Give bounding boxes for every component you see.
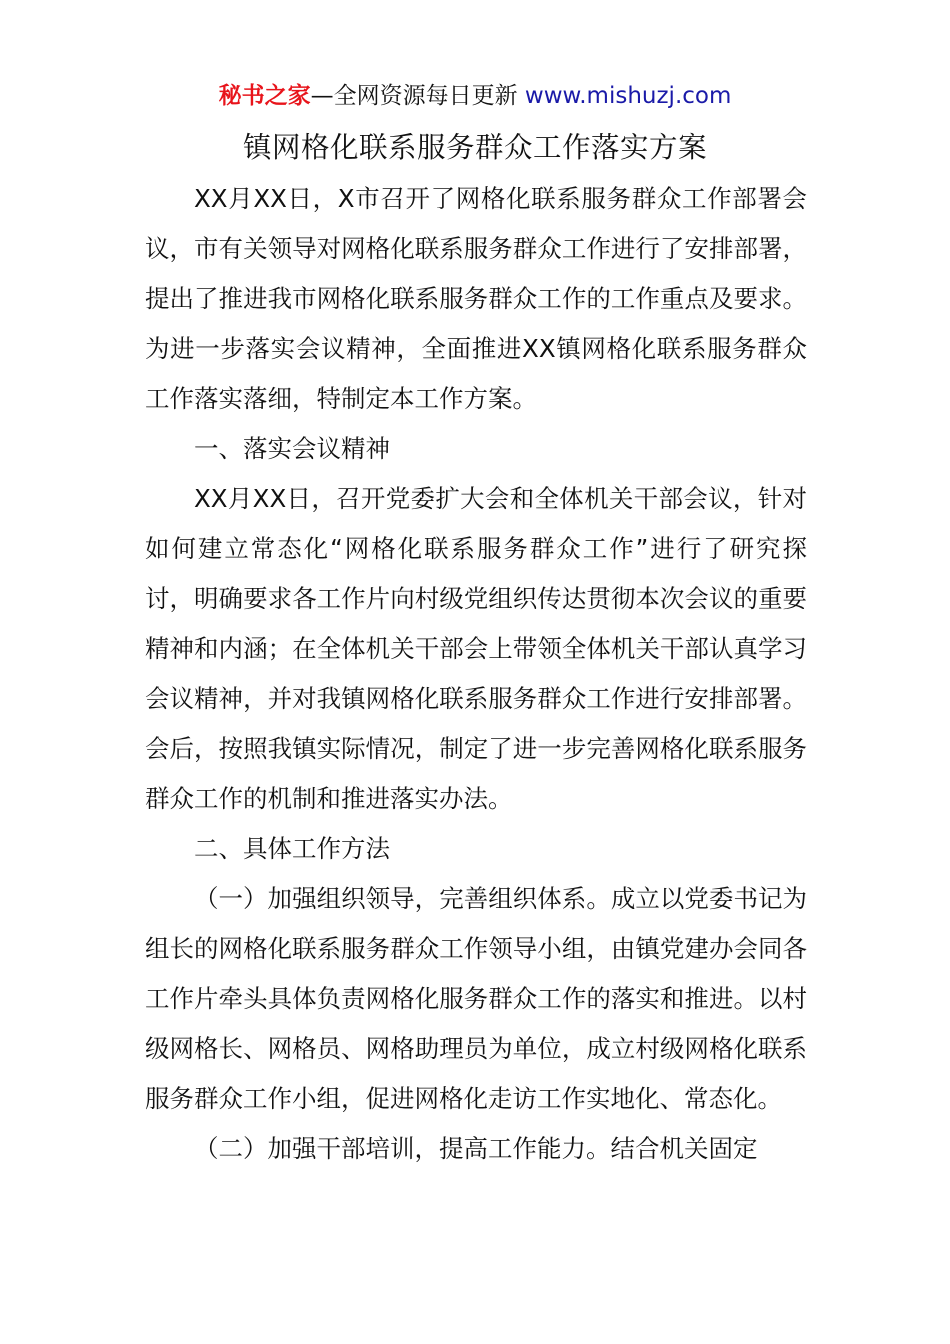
- subsection-2-paragraph: （二）加强干部培训，提高工作能力。结合机关固定: [194, 1134, 758, 1163]
- site-header: [0, 80, 950, 112]
- section-heading-1: 一、落实会议精神: [194, 434, 390, 463]
- section-1-paragraph: XX月XX日，召开党委扩大会和全体机关干部会议，针对如何建立常态化“网格化联系服务群众工作”进行了研究探讨，明确要求各工作片向村级党组织传达贯彻本次会议的重要精神和内涵；在全体机关干部会上带领全体机关干部认真学习会议精神，并对我镇网格化联系服务群众工作进行安排部署。会后，按照我镇实际情况，制定了进一步完善网格化联系服务群众工作的机制和推进落实办法。: [145, 484, 807, 813]
- site-url-link[interactable]: www.mishuzj.com: [524, 83, 732, 109]
- brand-name: 秘书之家: [218, 83, 311, 109]
- document-title: 镇网格化联系服务群众工作落实方案: [242, 131, 707, 164]
- document-body: [145, 174, 807, 1174]
- subsection-1-paragraph: （一）加强组织领导，完善组织体系。成立以党委书记为组长的网格化联系服务群众工作领导小组，由镇党建办会同各工作片牵头具体负责网格化服务群众工作的落实和推进。以村级网格长、网格员、网格助理员为单位，成立村级网格化联系服务群众工作小组，促进网格化走访工作实地化、常态化。: [145, 884, 807, 1113]
- header-slogan: —全网资源每日更新: [310, 83, 518, 109]
- section-heading-2: 二、具体工作方法: [194, 834, 390, 863]
- intro-paragraph: XX月XX日，X市召开了网格化联系服务群众工作部署会议，市有关领导对网格化联系服务群众工作进行了安排部署，提出了推进我市网格化联系服务群众工作的工作重点及要求。为进一步落实会议精神，全面推进XX镇网格化联系服务群众工作落实落细，特制定本工作方案。: [145, 184, 807, 413]
